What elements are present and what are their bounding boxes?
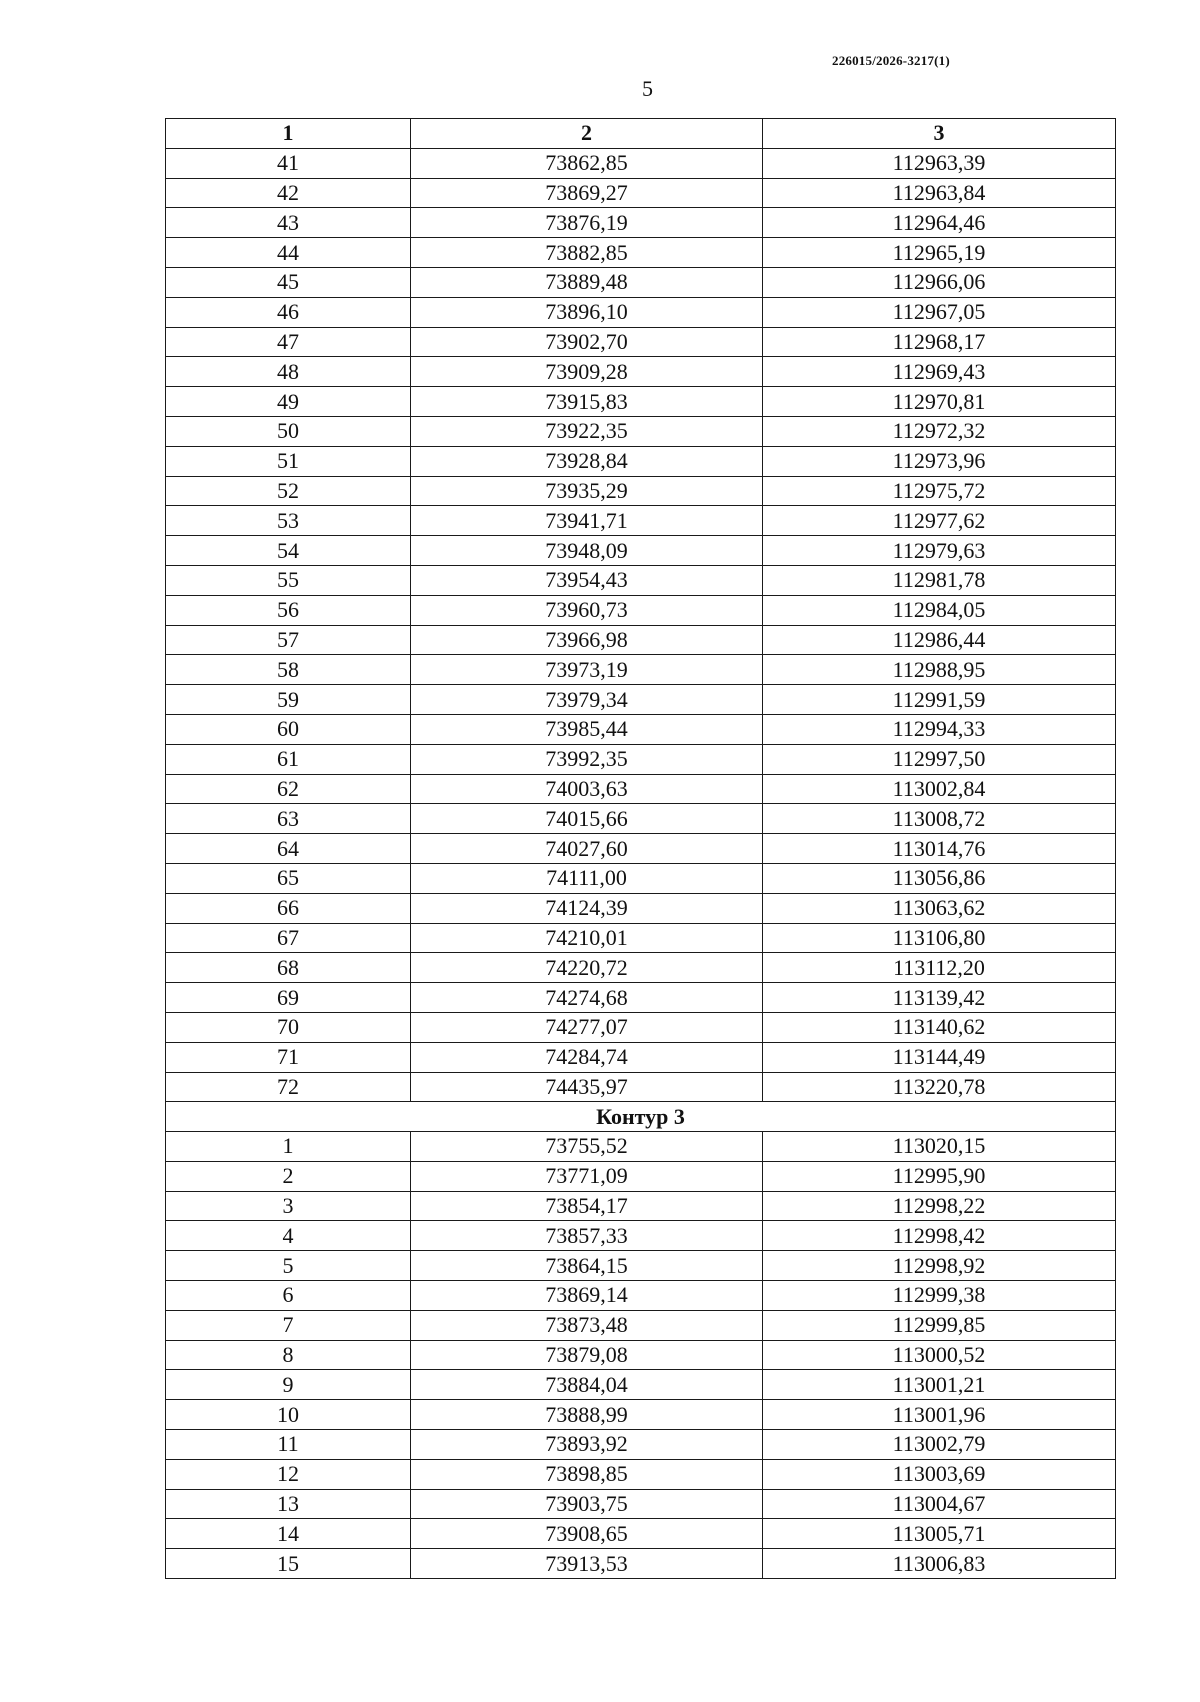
table-cell-col-3: 112999,85 [763, 1310, 1116, 1340]
table-cell-col-2: 73913,53 [411, 1549, 763, 1579]
table-cell-col-3: 113112,20 [763, 953, 1116, 983]
table-row [166, 1221, 1116, 1251]
table-cell-col-3: 112999,38 [763, 1281, 1116, 1311]
header-row [166, 119, 1116, 149]
table-cell-col-3: 113139,42 [763, 983, 1116, 1013]
table-cell-col-3: 113020,15 [763, 1132, 1116, 1162]
table-cell-col-1: 45 [166, 267, 411, 297]
table-row [166, 1340, 1116, 1370]
table-cell-col-2: 74210,01 [411, 923, 763, 953]
table-row [166, 1072, 1116, 1102]
table-cell-col-3: 113001,21 [763, 1370, 1116, 1400]
table-cell-col-1: 53 [166, 506, 411, 536]
table-cell-col-3: 113004,67 [763, 1489, 1116, 1519]
table-cell-col-3: 112969,43 [763, 357, 1116, 387]
table-cell-col-1: 15 [166, 1549, 411, 1579]
table-cell-col-2: 73879,08 [411, 1340, 763, 1370]
table-cell-col-1: 62 [166, 774, 411, 804]
table-cell-col-1: 42 [166, 178, 411, 208]
table-cell-col-1: 12 [166, 1459, 411, 1489]
table-cell-col-3: 112967,05 [763, 297, 1116, 327]
table-row [166, 446, 1116, 476]
table-cell-col-2: 73973,19 [411, 655, 763, 685]
table-cell-col-1: 1 [166, 1132, 411, 1162]
table-cell-col-1: 46 [166, 297, 411, 327]
table-cell-col-1: 13 [166, 1489, 411, 1519]
table-row [166, 685, 1116, 715]
table-cell-col-3: 112973,96 [763, 446, 1116, 476]
table-cell-col-2: 73854,17 [411, 1191, 763, 1221]
table-cell-col-1: 58 [166, 655, 411, 685]
table-cell-col-3: 113005,71 [763, 1519, 1116, 1549]
table-cell-col-1: 6 [166, 1281, 411, 1311]
table-cell-col-1: 69 [166, 983, 411, 1013]
table-cell-col-2: 73857,33 [411, 1221, 763, 1251]
table-cell-col-2: 74277,07 [411, 1012, 763, 1042]
table-cell-col-2: 73954,43 [411, 565, 763, 595]
table-cell-col-1: 44 [166, 238, 411, 268]
table-cell-col-3: 112998,42 [763, 1221, 1116, 1251]
table-cell-col-2: 73985,44 [411, 714, 763, 744]
table-cell-col-3: 113144,49 [763, 1042, 1116, 1072]
table-row [166, 804, 1116, 834]
table-cell-col-1: 2 [166, 1161, 411, 1191]
table-cell-col-3: 112975,72 [763, 476, 1116, 506]
coordinates-table [165, 118, 1116, 1579]
table-cell-col-2: 73941,71 [411, 506, 763, 536]
table-cell-col-2: 73888,99 [411, 1400, 763, 1430]
page-number: 5 [642, 76, 653, 101]
table-cell-col-1: 14 [166, 1519, 411, 1549]
table-row [166, 1161, 1116, 1191]
table-cell-col-2: 73902,70 [411, 327, 763, 357]
table-cell-col-1: 70 [166, 1012, 411, 1042]
table-cell-col-1: 10 [166, 1400, 411, 1430]
table-cell-col-2: 73869,14 [411, 1281, 763, 1311]
table-row [166, 655, 1116, 685]
table-row [166, 625, 1116, 655]
table-cell-col-3: 112994,33 [763, 714, 1116, 744]
table-row [166, 863, 1116, 893]
table-cell-col-3: 112981,78 [763, 565, 1116, 595]
table-cell-col-3: 113008,72 [763, 804, 1116, 834]
table-row [166, 297, 1116, 327]
table-cell-col-2: 73935,29 [411, 476, 763, 506]
table-row [166, 267, 1116, 297]
table-row [166, 774, 1116, 804]
table-cell-col-1: 71 [166, 1042, 411, 1072]
table-cell-col-1: 57 [166, 625, 411, 655]
table-cell-col-2: 73898,85 [411, 1459, 763, 1489]
table-cell-col-1: 50 [166, 416, 411, 446]
table-cell-col-2: 73876,19 [411, 208, 763, 238]
table-cell-col-1: 3 [166, 1191, 411, 1221]
table-row [166, 1459, 1116, 1489]
table-row [166, 983, 1116, 1013]
document-number: 226015/2026-3217(1) [832, 53, 950, 68]
table-row [166, 1489, 1116, 1519]
table-cell-col-3: 113220,78 [763, 1072, 1116, 1102]
table-cell-col-1: 54 [166, 536, 411, 566]
column-header-1: 1 [166, 119, 411, 149]
table-cell-col-2: 73948,09 [411, 536, 763, 566]
table-cell-col-2: 74027,60 [411, 834, 763, 864]
column-header-3: 3 [763, 119, 1116, 149]
table-cell-col-1: 63 [166, 804, 411, 834]
table-cell-col-3: 112964,46 [763, 208, 1116, 238]
table-row [166, 1549, 1116, 1579]
table-cell-col-2: 74274,68 [411, 983, 763, 1013]
table-cell-col-1: 7 [166, 1310, 411, 1340]
table-row [166, 148, 1116, 178]
table-row [166, 1042, 1116, 1072]
table-cell-col-3: 113063,62 [763, 893, 1116, 923]
table-cell-col-3: 112963,39 [763, 148, 1116, 178]
table-cell-col-1: 66 [166, 893, 411, 923]
table-row [166, 744, 1116, 774]
table-row [166, 238, 1116, 268]
table-cell-col-3: 113014,76 [763, 834, 1116, 864]
table-row [166, 178, 1116, 208]
table-cell-col-1: 72 [166, 1072, 411, 1102]
table-cell-col-2: 74111,00 [411, 863, 763, 893]
table-row [166, 1370, 1116, 1400]
table-cell-col-1: 60 [166, 714, 411, 744]
table-cell-col-2: 74003,63 [411, 774, 763, 804]
table-cell-col-2: 73889,48 [411, 267, 763, 297]
table-cell-col-3: 112984,05 [763, 595, 1116, 625]
table-cell-col-3: 112966,06 [763, 267, 1116, 297]
table-row [166, 1012, 1116, 1042]
table-cell-col-3: 113006,83 [763, 1549, 1116, 1579]
table-cell-col-2: 73909,28 [411, 357, 763, 387]
table-row [166, 357, 1116, 387]
table-cell-col-2: 73960,73 [411, 595, 763, 625]
table-cell-col-1: 64 [166, 834, 411, 864]
table-cell-col-1: 43 [166, 208, 411, 238]
table-cell-col-1: 11 [166, 1430, 411, 1460]
table-cell-col-3: 112963,84 [763, 178, 1116, 208]
table-cell-col-1: 61 [166, 744, 411, 774]
table-cell-col-2: 73755,52 [411, 1132, 763, 1162]
table-cell-col-1: 67 [166, 923, 411, 953]
table-cell-col-2: 73864,15 [411, 1251, 763, 1281]
table-cell-col-2: 73862,85 [411, 148, 763, 178]
table-row [166, 565, 1116, 595]
table-row [166, 893, 1116, 923]
table-row [166, 506, 1116, 536]
table-cell-col-2: 73922,35 [411, 416, 763, 446]
table-cell-col-1: 4 [166, 1221, 411, 1251]
table-row [166, 923, 1116, 953]
table-cell-col-2: 74015,66 [411, 804, 763, 834]
table-row [166, 1251, 1116, 1281]
table-row [166, 714, 1116, 744]
table-cell-col-3: 112968,17 [763, 327, 1116, 357]
table-cell-col-2: 74124,39 [411, 893, 763, 923]
table-cell-col-2: 74435,97 [411, 1072, 763, 1102]
table-row [166, 1132, 1116, 1162]
table-cell-col-1: 52 [166, 476, 411, 506]
table-cell-col-3: 112998,22 [763, 1191, 1116, 1221]
table-row [166, 416, 1116, 446]
table-cell-col-1: 59 [166, 685, 411, 715]
table-cell-col-3: 112970,81 [763, 387, 1116, 417]
table-row [166, 536, 1116, 566]
table-body-after [166, 1132, 1116, 1579]
table-cell-col-2: 74284,74 [411, 1042, 763, 1072]
table-row [166, 953, 1116, 983]
table-cell-col-2: 73928,84 [411, 446, 763, 476]
table-cell-col-2: 73896,10 [411, 297, 763, 327]
table-row [166, 1519, 1116, 1549]
table-cell-col-3: 112998,92 [763, 1251, 1116, 1281]
table-cell-col-1: 56 [166, 595, 411, 625]
table-row [166, 834, 1116, 864]
table-cell-col-2: 74220,72 [411, 953, 763, 983]
table-cell-col-3: 112965,19 [763, 238, 1116, 268]
section-row [166, 1102, 1116, 1132]
table-cell-col-1: 49 [166, 387, 411, 417]
table-cell-col-3: 113002,84 [763, 774, 1116, 804]
table-cell-col-2: 73992,35 [411, 744, 763, 774]
table-cell-col-1: 8 [166, 1340, 411, 1370]
table-cell-col-1: 48 [166, 357, 411, 387]
table-row [166, 1310, 1116, 1340]
table-row [166, 327, 1116, 357]
table-cell-col-2: 73884,04 [411, 1370, 763, 1400]
table-cell-col-3: 112988,95 [763, 655, 1116, 685]
table-cell-col-2: 73869,27 [411, 178, 763, 208]
table-cell-col-2: 73903,75 [411, 1489, 763, 1519]
table-cell-col-3: 112986,44 [763, 625, 1116, 655]
table-cell-col-3: 113106,80 [763, 923, 1116, 953]
table-body-before [166, 148, 1116, 1102]
table-header [166, 119, 1116, 149]
table-cell-col-3: 112977,62 [763, 506, 1116, 536]
table-cell-col-1: 41 [166, 148, 411, 178]
table-cell-col-1: 47 [166, 327, 411, 357]
section-title: Контур 3 [166, 1102, 1116, 1132]
table-cell-col-3: 113056,86 [763, 863, 1116, 893]
table-cell-col-2: 73873,48 [411, 1310, 763, 1340]
table-row [166, 1281, 1116, 1311]
table-cell-col-1: 5 [166, 1251, 411, 1281]
table-cell-col-3: 113003,69 [763, 1459, 1116, 1489]
table-cell-col-2: 73979,34 [411, 685, 763, 715]
table-row [166, 1191, 1116, 1221]
table-cell-col-2: 73966,98 [411, 625, 763, 655]
table-cell-col-2: 73915,83 [411, 387, 763, 417]
section-row-group [166, 1102, 1116, 1132]
table-row [166, 208, 1116, 238]
table-cell-col-3: 112995,90 [763, 1161, 1116, 1191]
table-cell-col-3: 113001,96 [763, 1400, 1116, 1430]
table-row [166, 476, 1116, 506]
table-cell-col-3: 112991,59 [763, 685, 1116, 715]
table-cell-col-1: 55 [166, 565, 411, 595]
table-cell-col-1: 51 [166, 446, 411, 476]
table-row [166, 1430, 1116, 1460]
table-cell-col-1: 9 [166, 1370, 411, 1400]
column-header-2: 2 [411, 119, 763, 149]
table-cell-col-3: 113002,79 [763, 1430, 1116, 1460]
table-cell-col-3: 113140,62 [763, 1012, 1116, 1042]
table-cell-col-3: 112979,63 [763, 536, 1116, 566]
table-row [166, 387, 1116, 417]
table-cell-col-2: 73771,09 [411, 1161, 763, 1191]
table-cell-col-2: 73908,65 [411, 1519, 763, 1549]
table-row [166, 1400, 1116, 1430]
table-cell-col-1: 65 [166, 863, 411, 893]
table-cell-col-1: 68 [166, 953, 411, 983]
table-cell-col-3: 113000,52 [763, 1340, 1116, 1370]
table-cell-col-2: 73882,85 [411, 238, 763, 268]
table-cell-col-3: 112972,32 [763, 416, 1116, 446]
table-row [166, 595, 1116, 625]
table-cell-col-2: 73893,92 [411, 1430, 763, 1460]
table-cell-col-3: 112997,50 [763, 744, 1116, 774]
